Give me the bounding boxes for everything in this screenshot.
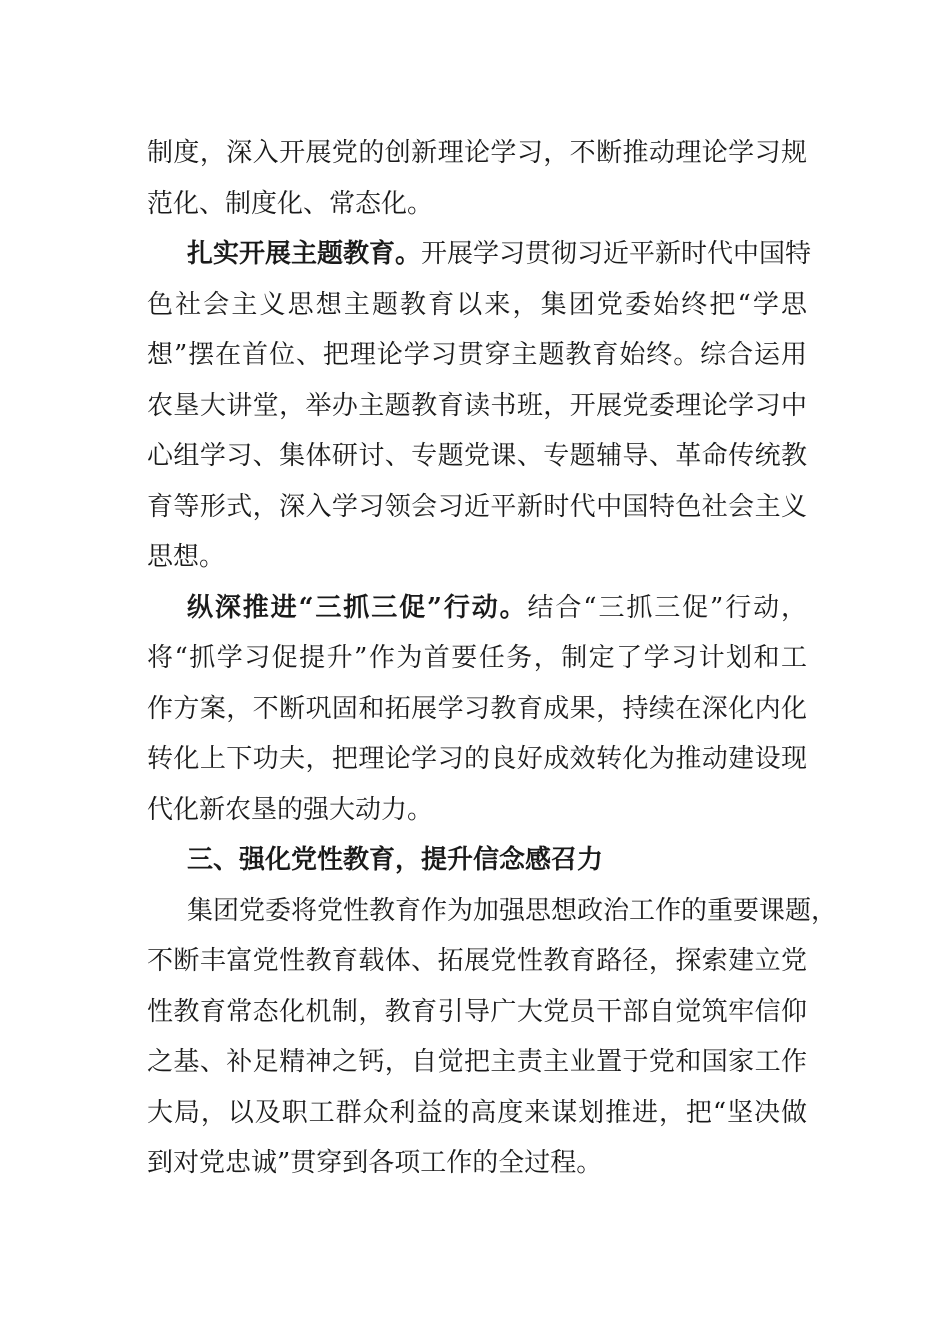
- paragraph-line: 思想。: [147, 542, 226, 572]
- paragraph-text: 开展学习贯彻习近平新时代中国特: [421, 239, 812, 269]
- paragraph-1: [147, 128, 807, 229]
- paragraph-line: 范化、制度化、常态化。: [147, 188, 434, 219]
- paragraph-line: 色社会主义思想主题教育以来，集团党委始终把“学思: [147, 289, 807, 320]
- paragraph-first-line: 集团党委将党性教育作为加强思想政治工作的重要课题，: [187, 895, 838, 926]
- paragraph-line: 不断丰富党性教育载体、拓展党性教育路径，探索建立党: [147, 946, 807, 976]
- paragraph-first-line: [147, 229, 812, 280]
- paragraph-line: 心组学习、集体研讨、专题党课、专题辅导、革命传统教: [147, 441, 807, 471]
- section-heading-text: 三、强化党性教育，提升信念感召力: [187, 845, 604, 875]
- paragraph-line: 转化上下功夫，把理论学习的良好成效转化为推动建设现: [147, 744, 807, 774]
- paragraph-line: 育等形式，深入学习领会习近平新时代中国特色社会主义: [147, 491, 807, 522]
- paragraph-3: [147, 583, 807, 836]
- paragraph-line: 作方案，不断巩固和拓展学习教育成果，持续在深化内化: [147, 693, 807, 724]
- paragraph-line: 到对党忠诚”贯穿到各项工作的全过程。: [147, 1148, 603, 1178]
- paragraph-line: 想”摆在首位、把理论学习贯穿主题教育始终。综合运用: [147, 340, 807, 370]
- paragraph-line: 农垦大讲堂，举办主题教育读书班，开展党委理论学习中: [147, 390, 807, 421]
- paragraph-line: 之基、补足精神之钙，自觉把主责主业置于党和国家工作: [147, 1047, 807, 1077]
- paragraph-line: 大局，以及职工群众利益的高度来谋划推进，把“坚决做: [147, 1097, 807, 1128]
- paragraph-text: 结合“三抓三促”行动，: [527, 592, 807, 623]
- paragraph-heading: 扎实开展主题教育。: [187, 239, 422, 269]
- paragraph-line: 将“抓学习促提升”作为首要任务，制定了学习计划和工: [147, 643, 807, 673]
- section-heading: [147, 835, 807, 886]
- paragraph-line: 制度，深入开展党的创新理论学习，不断推动理论学习规: [147, 138, 807, 168]
- paragraph-line: 性教育常态化机制，教育引导广大党员干部自觉筑牢信仰: [147, 996, 807, 1027]
- paragraph-2: [147, 229, 812, 583]
- paragraph-4: [147, 886, 838, 1189]
- paragraph-heading: 纵深推进“三抓三促”行动。: [187, 592, 528, 623]
- paragraph-line: 代化新农垦的强大动力。: [147, 794, 434, 825]
- paragraph-first-line: [147, 583, 807, 634]
- document-page: [147, 128, 838, 1189]
